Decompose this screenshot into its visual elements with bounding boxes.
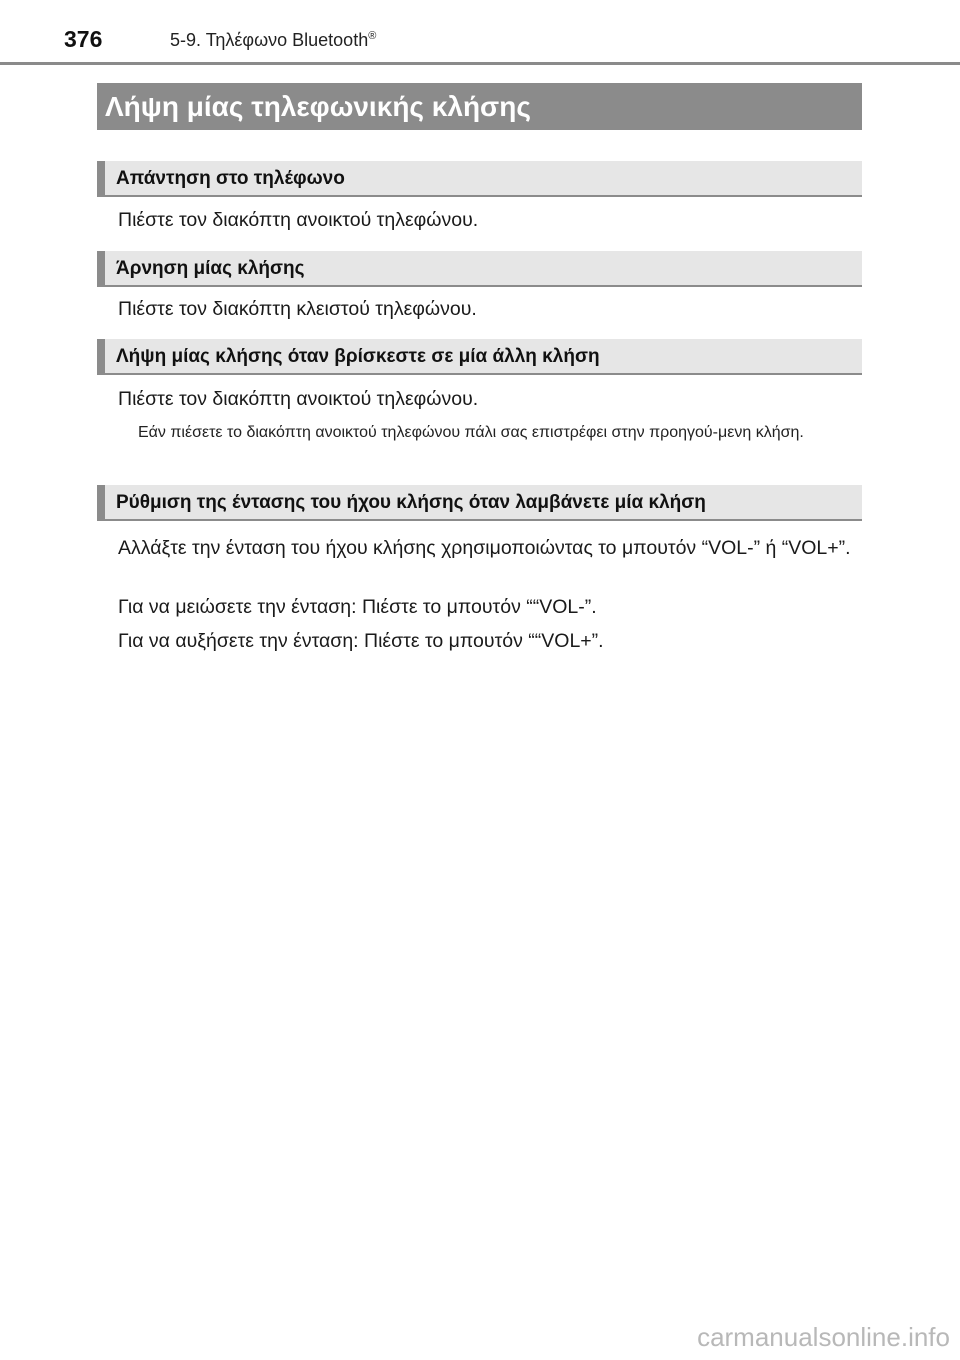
registered-mark: ®	[368, 30, 377, 42]
section-accent	[97, 339, 105, 373]
section-heading-label: Απάντηση στο τηλέφωνο	[116, 168, 345, 189]
ring-volume-instruction: Αλλάξτε την ένταση του ήχου κλήσης χρησιμοποιώντας το μπουτόν “VOL-” ή “VOL+”.	[118, 537, 851, 559]
chapter-title-text: 5-9. Τηλέφωνο Bluetooth	[170, 30, 369, 50]
volume-decrease-instruction: Για να μειώσετε την ένταση: Πιέστε το μπουτόν ““VOL-”.	[118, 596, 597, 618]
section-accent	[97, 161, 105, 195]
page-number: 376	[64, 26, 103, 52]
section-heading-call-waiting	[97, 339, 862, 375]
call-waiting-instruction: Πιέστε τον διακόπτη ανοικτού τηλεφώνου.	[118, 388, 479, 410]
volume-increase-instruction: Για να αυξήσετε την ένταση: Πιέστε το μπουτόν ““VOL+”.	[118, 630, 604, 652]
section-heading-label: Ρύθμιση της έντασης του ήχου κλήσης όταν λαμβάνετε μία κλήση	[116, 492, 706, 513]
main-title-bar	[97, 83, 862, 130]
section-heading-reject	[97, 251, 862, 287]
section-accent	[97, 251, 105, 285]
section-accent	[97, 485, 105, 519]
header-rule	[0, 62, 960, 65]
section-heading-ring-volume	[97, 485, 862, 521]
answer-instruction: Πιέστε τον διακόπτη ανοικτού τηλεφώνου.	[118, 209, 479, 231]
call-waiting-note: Εάν πιέσετε το διακόπτη ανοικτού τηλεφώνου πάλι σας επιστρέφει στην προηγού-μενη κλήση.	[138, 424, 804, 441]
main-title: Λήψη μίας τηλεφωνικής κλήσης	[105, 91, 531, 122]
chapter-title	[170, 30, 376, 51]
watermark: carmanualsonline.info	[697, 1322, 950, 1352]
section-heading-label: Λήψη μίας κλήσης όταν βρίσκεστε σε μία άλλη κλήση	[116, 346, 600, 367]
reject-instruction: Πιέστε τον διακόπτη κλειστού τηλεφώνου.	[118, 298, 477, 320]
section-heading-label: Άρνηση μίας κλήσης	[116, 258, 305, 279]
section-heading-answer	[97, 161, 862, 197]
page-header	[0, 0, 960, 68]
